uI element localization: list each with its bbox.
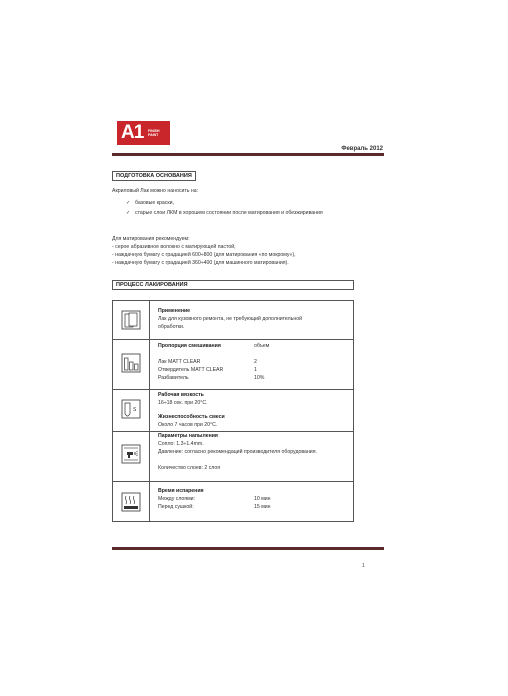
table-row-divider [113, 339, 353, 340]
application-heading: Применение [158, 308, 191, 314]
application-text-1: Лак для кузовного ремонта, не требующий дополнительной [158, 316, 303, 322]
mixing-row-value: 10% [254, 375, 265, 381]
viscosity-cup-icon [121, 399, 141, 419]
check-icon: ✓ [126, 210, 131, 216]
check-icon: ✓ [126, 200, 131, 206]
matting-item-3: - наждачную бумагу с градацией 360÷400 (для машинного матирования). [112, 260, 289, 266]
spray-nozzle: Сопло: 1.3÷1.4mm. [158, 441, 204, 447]
potlife-heading: Жизнеспособность смеси [158, 414, 225, 420]
page-number: 1 [362, 563, 365, 569]
header-rule [112, 153, 384, 156]
flash-row-name: Между слоями: [158, 496, 196, 502]
prep-bullet-1: базовые краски, [135, 200, 174, 206]
logo-sub-2: PAINT [148, 133, 159, 137]
mixing-row-value: 1 [254, 367, 257, 373]
logo-mark: A1 [121, 122, 144, 143]
footer-rule [112, 547, 384, 550]
prep-section-title: ПОДГОТОВКА ОСНОВАНИЯ [116, 173, 192, 179]
spray-pressure: Давление: согласно рекомендаций производителя оборудования. [158, 449, 317, 455]
matting-item-1: - серое абразивное волокно с матирующей пастой, [112, 244, 236, 250]
flash-off-icon [121, 492, 141, 512]
application-text-2: обработки. [158, 324, 185, 330]
svg-text:S: S [133, 407, 137, 413]
flash-row-value: 15 мин [254, 504, 271, 510]
matting-item-2: - наждачную бумагу с градацией 600÷800 (для матирования «по мокрому»), [112, 252, 296, 258]
mixing-ratio-icon [121, 353, 141, 373]
viscosity-value: 16÷18 сек. при 20°C. [158, 400, 208, 406]
prep-intro: Акриловый Лак можно наносить на: [112, 188, 199, 194]
spray-coats: Количество слоев: 2 слоя [158, 465, 221, 471]
process-table [112, 300, 354, 522]
table-row-divider [113, 389, 353, 390]
viscosity-heading: Рабочая вязкость [158, 392, 204, 398]
flash-heading: Время испарения [158, 488, 204, 494]
mixing-row-name: Разбавитель [158, 375, 189, 381]
potlife-value: Около 7 часов при 20°C. [158, 422, 218, 428]
mixing-row-name: Лак MATT CLEAR [158, 359, 201, 365]
application-icon [121, 310, 141, 330]
spray-gun-icon [121, 444, 141, 464]
table-row-divider [113, 431, 353, 432]
table-column-divider [149, 301, 150, 521]
mixing-row-name: Отвердитель MATT CLEAR [158, 367, 224, 373]
a1-logo [117, 121, 170, 145]
matting-intro: Для матирования рекомендуем: [112, 236, 190, 242]
document-date: Февраль 2012 [341, 146, 383, 152]
flash-row-name: Перед сушкой: [158, 504, 194, 510]
flash-row-value: 10 мин [254, 496, 271, 502]
mixing-heading: Пропорция смешивания [158, 343, 221, 349]
process-section-header [112, 280, 354, 290]
spray-heading: Параметры напыления [158, 433, 218, 439]
table-row-divider [113, 481, 353, 482]
prep-section-header [112, 171, 196, 181]
mixing-row-value: 2 [254, 359, 257, 365]
process-section-title: ПРОЦЕСС ЛАКИРОВАНИЯ [116, 282, 188, 288]
logo-sub-1: FINISH [148, 129, 160, 133]
prep-bullet-2: старые слои ЛКМ в хорошем состоянии после матирования и обезжиривания [135, 210, 323, 216]
mixing-unit-header: объем [254, 343, 270, 349]
